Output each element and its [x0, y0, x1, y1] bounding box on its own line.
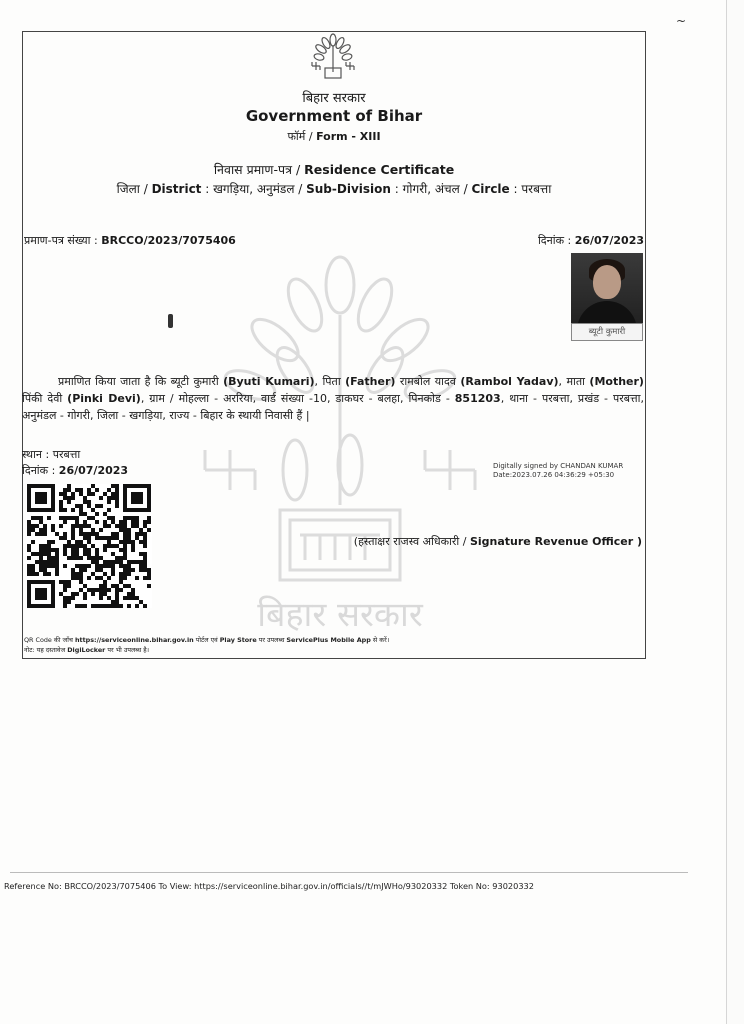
mother-label: (Mother)	[589, 375, 644, 388]
dig-sign-line2: Date:2023.07.26 04:36:29 +05:30	[493, 471, 615, 479]
body-text-3: रामबोल यादव	[395, 375, 461, 388]
father-label: (Father)	[345, 375, 396, 388]
corner-mark: ~	[676, 14, 687, 28]
district-line: जिला / District : खगड़िया, अनुमंडल / Sub-Division : गोगरी, अंचल / Circle : परबत्ता	[116, 182, 552, 196]
verification-qr-code[interactable]	[26, 484, 152, 608]
place-label: स्थान	[22, 448, 43, 461]
circle-value: परबत्ता	[521, 182, 552, 196]
bihar-emblem-logo	[306, 32, 360, 84]
qr-note	[24, 635, 389, 655]
body-text-2: , पिता	[314, 375, 346, 388]
form-hindi: फॉर्म	[287, 130, 306, 143]
qr-note-digilocker: DigiLocker	[67, 646, 106, 654]
paper-speck	[168, 314, 173, 328]
certificate-type: निवास प्रमाण-पत्र / Residence Certificate	[213, 162, 455, 177]
mother-name-en: (Pinki Devi)	[67, 392, 141, 405]
signature-hindi: (हस्ताक्षर राजस्व अधिकारी /	[353, 535, 467, 548]
qr-note-app: ServicePlus Mobile App	[286, 636, 371, 644]
cert-number-value: BRCCO/2023/7075406	[101, 234, 236, 247]
pincode: 851203	[454, 392, 501, 405]
certificate-number: प्रमाण-पत्र संख्या : BRCCO/2023/7075406	[24, 234, 236, 247]
qr-note-1c: पर उपलब्ध	[256, 636, 287, 644]
district-value: खगड़िया, अनुमंडल	[213, 182, 295, 196]
certificate-body	[22, 373, 644, 424]
watermark-text: बिहार सरकार	[257, 595, 423, 635]
signature-line	[354, 534, 642, 549]
qr-note-2b: पर भी उपलब्ध है।	[105, 646, 150, 654]
body-text-6: , ग्राम / मोहल्ला - अररिया, वार्ड संख्या -10, डाकघर - बलहा, पिनकोड -	[140, 392, 455, 405]
applicant-name-en: (Byuti Kumari)	[223, 375, 315, 388]
issue-date-value: 26/07/2023	[58, 464, 129, 477]
cert-number-label: प्रमाण-पत्र संख्या	[24, 234, 91, 247]
signature-english: Signature Revenue Officer )	[469, 535, 642, 548]
circle-label: Circle	[471, 182, 510, 196]
district-label-en: District	[151, 182, 202, 196]
cert-date-label: दिनांक	[537, 234, 565, 247]
issue-date-label: दिनांक	[22, 464, 49, 477]
hindi-title: बिहार सरकार	[302, 91, 366, 106]
place-line: स्थान : परबत्ता	[22, 448, 81, 461]
form-english: Form - XIII	[316, 130, 381, 143]
reference-line: Reference No: BRCCO/2023/7075406 To View: https://serviceonline.bihar.gov.in/officials//t/mJWHo/93020332 Token No: 93020332	[4, 881, 534, 891]
qr-note-1a: QR Code की जाँच	[24, 636, 75, 644]
issue-date-line: दिनांक : 26/07/2023	[22, 464, 129, 477]
applicant-photo	[571, 253, 643, 323]
cert-type-hindi: निवास प्रमाण-पत्र	[213, 162, 292, 177]
dig-sign-line1: Digitally signed by CHANDAN KUMAR	[493, 462, 624, 470]
qr-note-store: Play Store	[219, 636, 257, 644]
certificate-date: दिनांक : 26/07/2023	[537, 234, 644, 247]
cert-date-value: 26/07/2023	[574, 234, 644, 247]
qr-note-line2	[24, 645, 389, 655]
qr-note-url[interactable]: https://serviceonline.bihar.gov.in	[74, 636, 194, 644]
father-name-en: (Rambol Yadav)	[460, 375, 559, 388]
qr-note-1d: से करें।	[370, 636, 390, 644]
cert-type-english: Residence Certificate	[304, 162, 455, 177]
district-label-hi: जिला	[116, 182, 140, 196]
english-title: Government of Bihar	[245, 107, 423, 125]
subdivision-label: Sub-Division	[306, 182, 391, 196]
subdivision-value: गोगरी, अंचल	[402, 182, 460, 196]
qr-note-2a: नोट: यह दस्तावेज	[24, 646, 68, 654]
qr-note-1b: पोर्टल एवं	[193, 636, 220, 644]
qr-note-line1	[24, 635, 389, 645]
digital-signature	[493, 462, 623, 480]
body-text-1: प्रमाणित किया जाता है कि ब्यूटी कुमारी	[58, 375, 224, 388]
body-text-7: , थाना - परबत्ता, प्रखंड - परबत्ता, अनुमंडल - गोगरी, जिला - खगड़िया, राज्य - बिहार के स्थायी निवासी हैं |	[22, 392, 644, 422]
reference-divider	[10, 872, 688, 873]
form-number: फॉर्म / Form - XIII	[287, 130, 381, 143]
watermark-emblem	[195, 255, 485, 635]
place-value: परबत्ता	[52, 448, 81, 461]
photo-caption: ब्यूटी कुमारी	[571, 323, 643, 341]
body-text-4: , माता	[558, 375, 590, 388]
body-text-5: पिंकी देवी	[22, 392, 68, 405]
